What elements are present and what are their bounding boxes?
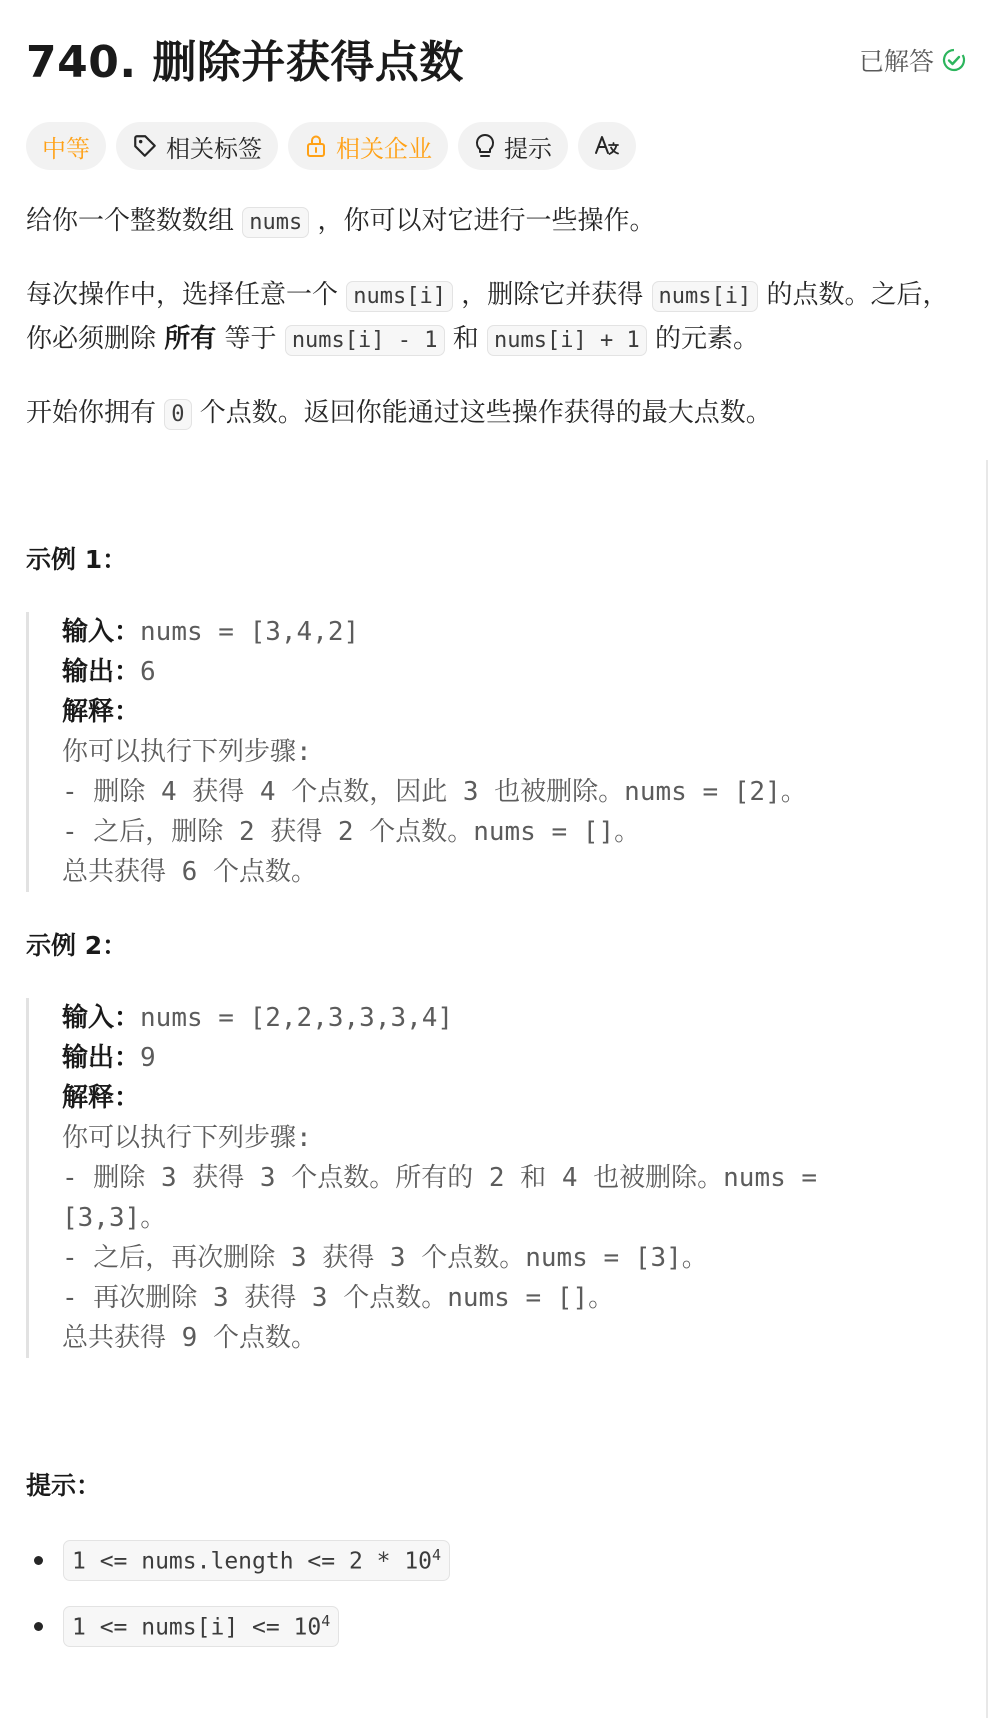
check-circle-icon xyxy=(942,48,966,72)
constraints-title: 提示： xyxy=(26,1471,102,1500)
text: ，删除它并获得 xyxy=(452,280,652,310)
constraint-code xyxy=(63,1606,339,1647)
constraint-text: 1 <= nums[i] <= 10 xyxy=(72,1614,322,1641)
difficulty-label: 中等 xyxy=(42,134,90,163)
related-companies-button[interactable] xyxy=(288,122,448,170)
tag-row xyxy=(26,122,636,170)
bullet xyxy=(34,1556,43,1565)
constraint-text: 1 <= nums.length <= 2 * 10 xyxy=(72,1548,433,1575)
explanation-label: 解释： xyxy=(62,697,141,727)
lightbulb-icon xyxy=(474,133,496,159)
problem-description xyxy=(26,0,966,1641)
explanation-step: - 之后，再次删除 3 获得 3 个点数。nums = [3]。 xyxy=(62,1243,708,1273)
solved-label: 已解答 xyxy=(858,47,934,76)
example-explanation-line xyxy=(62,692,926,732)
constraint-item xyxy=(26,1540,450,1581)
code-zero: 0 xyxy=(164,399,191,430)
example-input-line xyxy=(62,612,926,652)
description-paragraph-3 xyxy=(26,392,966,436)
constraint-exponent: 4 xyxy=(432,1546,442,1564)
explanation-step: - 再次删除 3 获得 3 个点数。nums = []。 xyxy=(62,1283,615,1313)
example-2-block xyxy=(26,998,926,1358)
text: 个点数。返回你能通过这些操作获得的最大点数。 xyxy=(191,398,772,428)
explanation-step: 你可以执行下列步骤: xyxy=(62,1123,312,1153)
example-2-title: 示例 2： xyxy=(26,931,128,960)
example-1-block xyxy=(26,612,926,892)
difficulty-badge[interactable] xyxy=(26,122,106,170)
constraint-item xyxy=(26,1606,339,1647)
input-label: 输入： xyxy=(62,1003,141,1033)
example-explanation-line xyxy=(62,1078,926,1118)
example-1-title: 示例 1： xyxy=(26,545,128,574)
input-label: 输入： xyxy=(62,617,141,647)
text: 每次操作中，选择任意一个 xyxy=(26,280,347,310)
code-nums: nums xyxy=(242,207,309,238)
text: ，你可以对它进行一些操作。 xyxy=(309,206,656,236)
explanation-step: - 删除 3 获得 3 个点数。所有的 2 和 4 也被删除。nums = [3,3]。 xyxy=(62,1163,833,1233)
hint-label: 提示 xyxy=(504,134,552,163)
code-nums-i: nums[i] xyxy=(346,281,453,312)
code-nums-i-plus-1: nums[i] + 1 xyxy=(487,325,647,356)
output-value: 9 xyxy=(140,1043,156,1073)
lock-icon xyxy=(304,133,328,159)
translate-button[interactable] xyxy=(578,122,636,170)
related-topics-label: 相关标签 xyxy=(166,134,262,163)
constraint-code xyxy=(63,1540,450,1581)
text: 等于 xyxy=(216,324,285,354)
solved-status xyxy=(859,42,966,78)
text: 和 xyxy=(444,324,488,354)
related-companies-label: 相关企业 xyxy=(336,134,432,163)
tag-icon xyxy=(132,133,158,159)
explanation-step: - 之后，删除 2 获得 2 个点数。nums = []。 xyxy=(62,817,641,847)
code-nums-i: nums[i] xyxy=(652,281,759,312)
example-output-line xyxy=(62,652,926,692)
input-value: nums = [3,4,2] xyxy=(140,617,360,647)
problem-content xyxy=(26,200,966,466)
description-paragraph-2 xyxy=(26,274,966,362)
output-label: 输出： xyxy=(62,657,141,687)
explanation-step: 总共获得 9 个点数。 xyxy=(62,1323,317,1353)
explanation-step: - 删除 4 获得 4 个点数，因此 3 也被删除。nums = [2]。 xyxy=(62,777,807,807)
text: 的元素。 xyxy=(646,324,760,354)
example-output-line xyxy=(62,1038,926,1078)
problem-title[interactable]: 740. 删除并获得点数 xyxy=(26,37,464,88)
explanation-label: 解释： xyxy=(62,1083,141,1113)
text: 开始你拥有 xyxy=(26,398,165,428)
hint-button[interactable] xyxy=(458,122,568,170)
constraint-exponent: 4 xyxy=(321,1612,331,1630)
input-value: nums = [2,2,3,3,3,4] xyxy=(140,1003,454,1033)
text: 的点数。之后，你必须删除 xyxy=(26,280,949,354)
description-paragraph-1 xyxy=(26,200,966,244)
explanation-step: 你可以执行下列步骤: xyxy=(62,737,312,767)
problem-header xyxy=(26,0,966,118)
example-input-line xyxy=(62,998,926,1038)
bullet xyxy=(34,1622,43,1631)
explanation-step: 总共获得 6 个点数。 xyxy=(62,857,317,887)
output-label: 输出： xyxy=(62,1043,141,1073)
translate-icon xyxy=(594,133,620,159)
output-value: 6 xyxy=(140,657,156,687)
related-topics-button[interactable] xyxy=(116,122,278,170)
code-nums-i-minus-1: nums[i] - 1 xyxy=(285,325,445,356)
bold-text: 所有 xyxy=(164,324,217,354)
text: 给你一个整数数组 xyxy=(26,206,243,236)
